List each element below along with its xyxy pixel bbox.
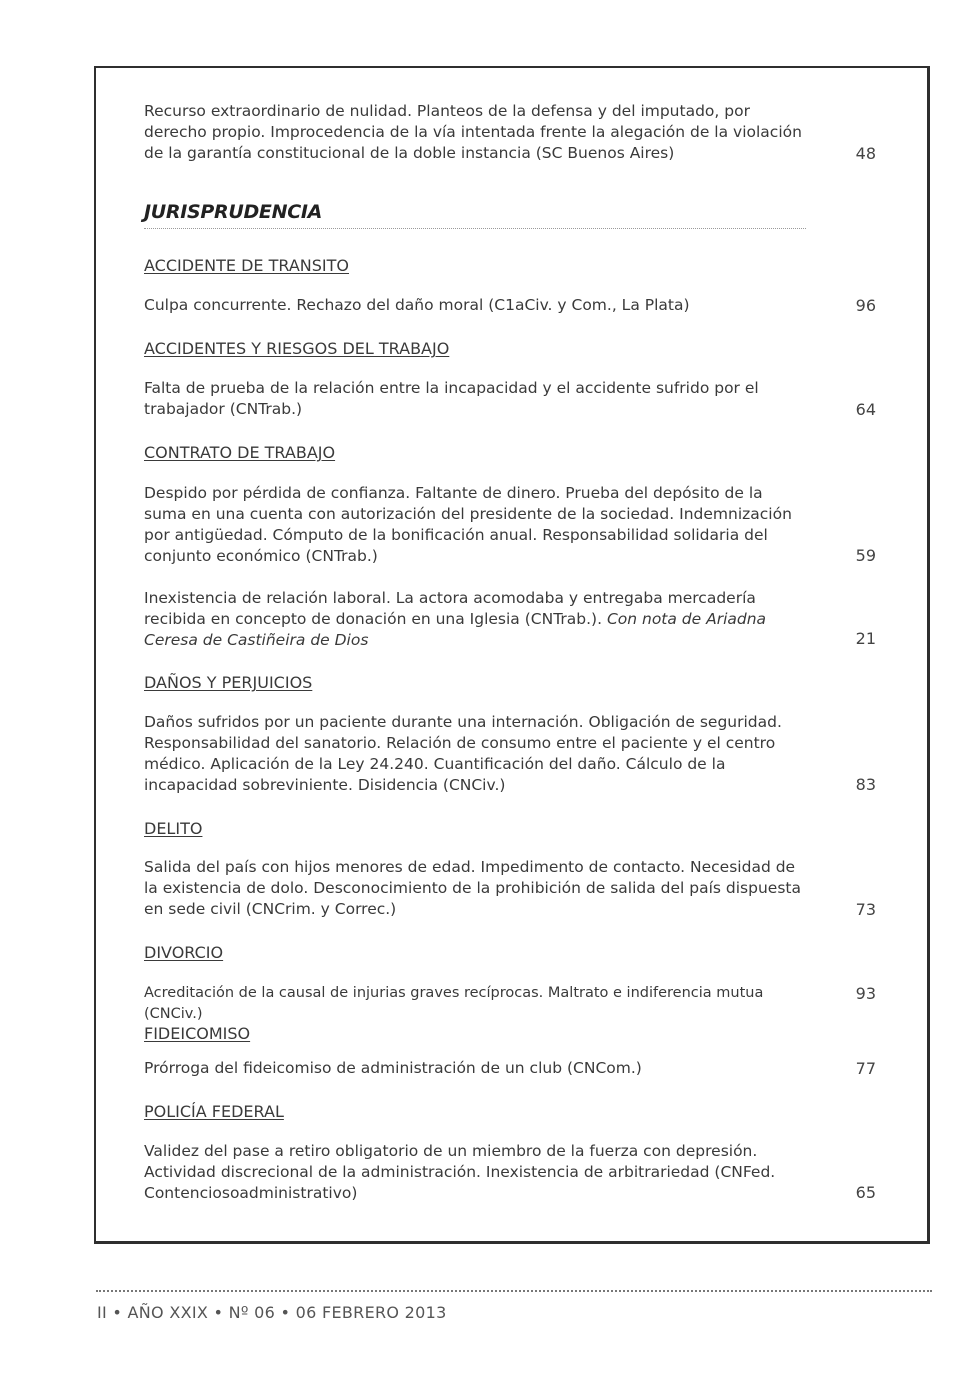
index-entry: Recurso extraordinario de nulidad. Planteos de la defensa y del imputado, por derecho propio. Improcedencia de la vía intentada frente la alegación de la violación de la garantía constitucional de la doble instancia (SC Buenos Aires): [144, 102, 802, 162]
topic-heading: ACCIDENTES Y RIESGOS DEL TRABAJO: [144, 339, 450, 358]
page-footer: II • AÑO XXIX • Nº 06 • 06 FEBRERO 2013: [97, 1303, 447, 1322]
index-entry: Despido por pérdida de confianza. Faltante de dinero. Prueba del depósito de la suma en una cuenta con autorización del presidente de la sociedad. Indemnización por antigüedad. Cómputo de la bonificación anual. Responsabilidad solidaria del conjunto económico (CNTrab.): [144, 484, 792, 565]
page-number: 65: [855, 1183, 876, 1202]
topic-heading: DAÑOS Y PERJUICIOS: [144, 673, 313, 692]
page-number: 48: [855, 144, 876, 163]
index-entry: Culpa concurrente. Rechazo del daño moral (C1aCiv. y Com., La Plata): [144, 296, 690, 314]
index-entry: Acreditación de la causal de injurias graves recíprocas. Maltrato e indiferencia mutua (CNCiv.): [144, 985, 764, 1022]
entry-note: Con nota de Ariadna Ceresa de Castiñeira de Dios: [144, 610, 767, 649]
index-entry: Validez del pase a retiro obligatorio de un miembro de la fuerza con depresión. Actividad discrecional de la administración. Inexistencia de arbitrariedad (CNFed. Contenciosoadministrativo): [144, 1142, 776, 1202]
page-number: 83: [855, 775, 876, 794]
page-number: 77: [855, 1059, 876, 1078]
page-number: 64: [855, 400, 876, 419]
page-number: 59: [855, 546, 876, 565]
index-entry: Falta de prueba de la relación entre la incapacidad y el accidente sufrido por el trabajador (CNTrab.): [144, 379, 759, 418]
topic-heading: CONTRATO DE TRABAJO: [144, 443, 336, 462]
topic-heading: DELITO: [144, 819, 203, 838]
section-divider: [144, 228, 806, 229]
topic-heading: DIVORCIO: [144, 943, 224, 962]
topic-heading: FIDEICOMISO: [144, 1024, 251, 1043]
section-title: JURISPRUDENCIA: [144, 201, 323, 223]
index-entry: Inexistencia de relación laboral. La actora acomodaba y entregaba mercadería recibida en concepto de donación en una Iglesia (CNTrab.). Con nota de Ariadna Ceresa de Castiñeira de Dios: [144, 589, 767, 649]
page-number: 73: [855, 900, 876, 919]
topic-heading: ACCIDENTE DE TRANSITO: [144, 256, 350, 275]
topic-heading: POLICÍA FEDERAL: [144, 1102, 284, 1121]
footer-divider: [96, 1290, 932, 1292]
index-entry: Prórroga del fideicomiso de administración de un club (CNCom.): [144, 1059, 642, 1077]
index-entry: Salida del país con hijos menores de edad. Impedimento de contacto. Necesidad de la existencia de dolo. Desconocimiento de la prohibición de salida del país dispuesta en sede civil (CNCrim. y Correc.): [144, 858, 801, 918]
index-entry: Daños sufridos por un paciente durante una internación. Obligación de seguridad. Responsabilidad del sanatorio. Relación de consumo entre el paciente y el centro médico. Aplicación de la Ley 24.240. Cuantificación del daño. Cálculo de la incapacidad sobreviniente. Disidencia (CNCiv.): [144, 713, 782, 794]
page-number: 21: [855, 629, 876, 648]
page-number: 96: [855, 296, 876, 315]
page-number: 93: [855, 984, 876, 1003]
